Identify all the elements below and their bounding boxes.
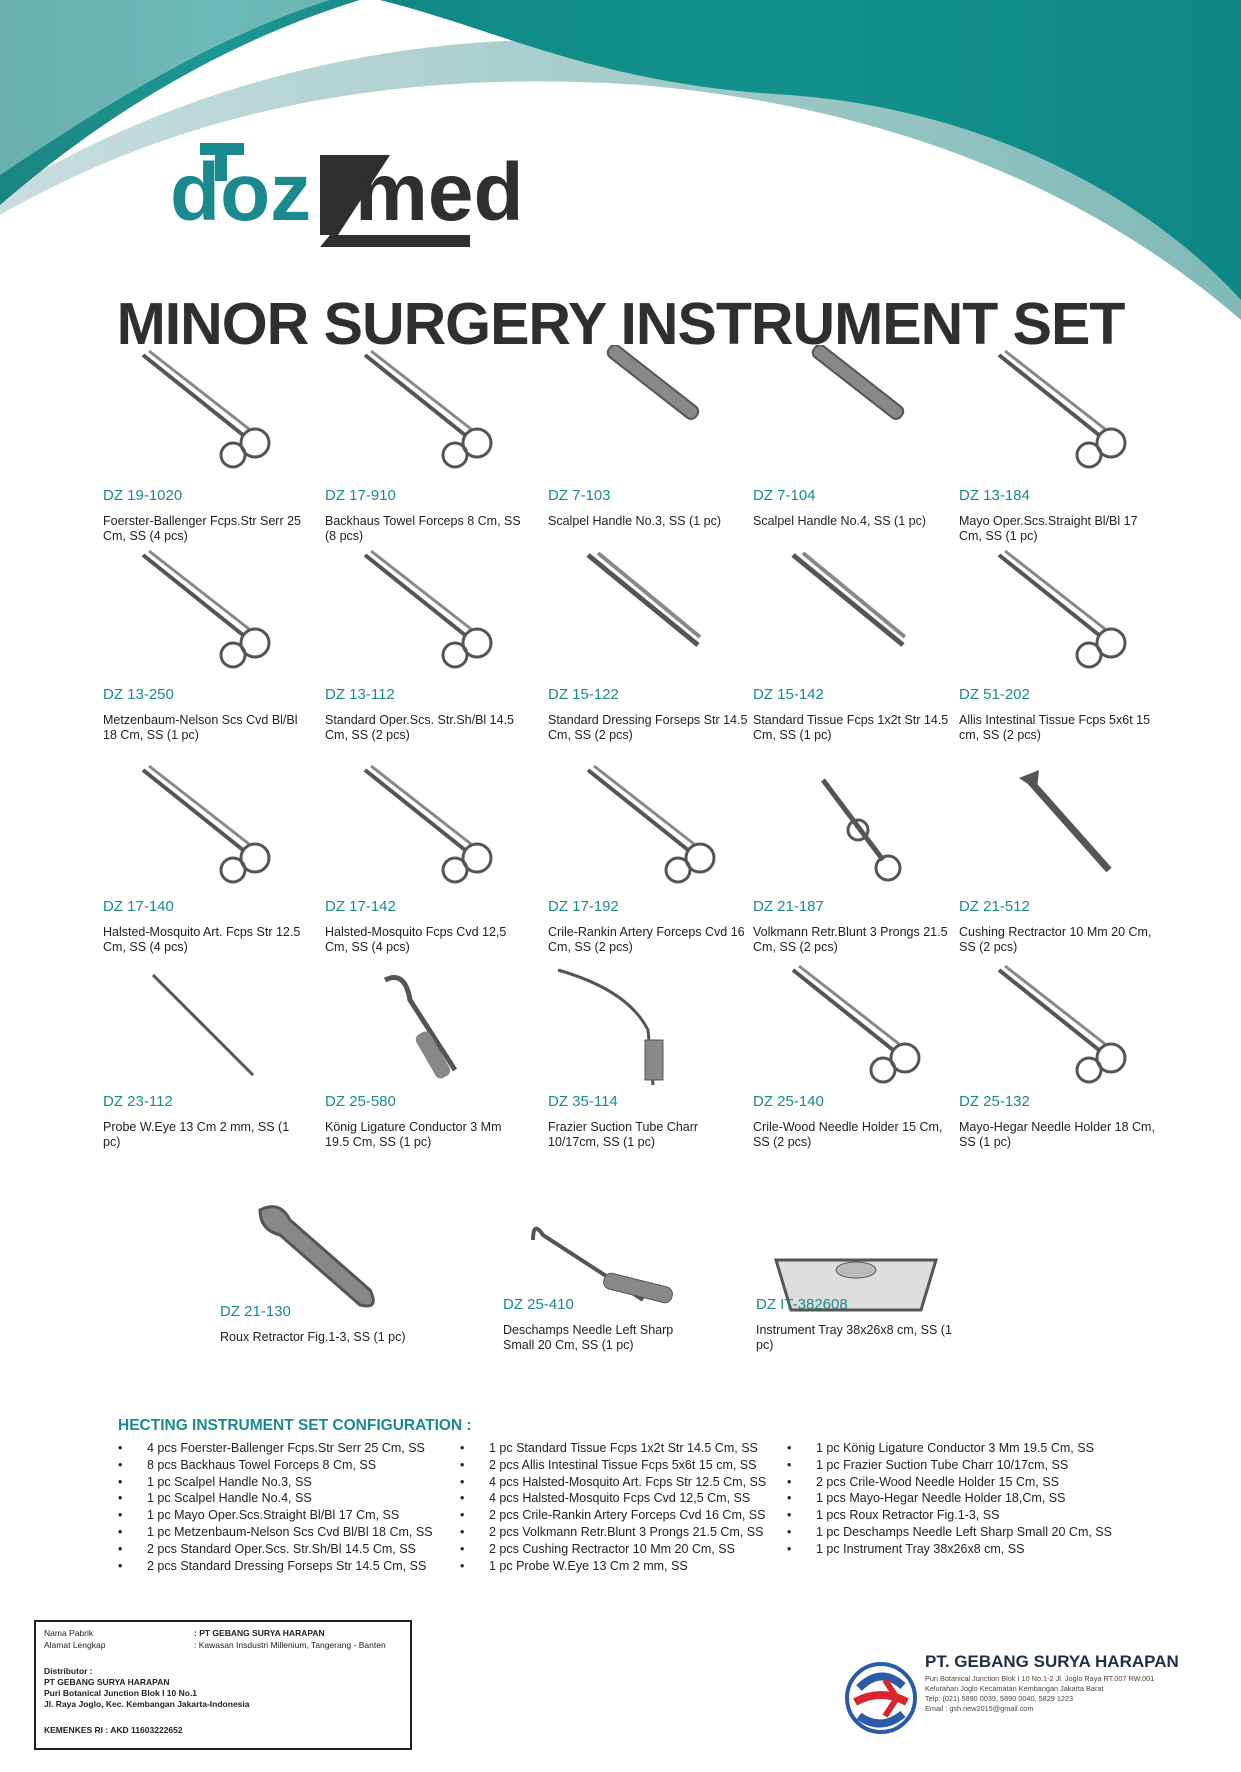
instrument-description: Volkmann Retr.Blunt 3 Prongs 21.5 Cm, SS (2 pcs) [753, 925, 948, 954]
towel-forceps-icon [325, 345, 525, 470]
scissors-icon [103, 545, 303, 670]
instrument-code: DZ 17-140 [103, 898, 174, 915]
svg-text:doz: doz [170, 147, 312, 238]
needle-holder-icon [753, 960, 953, 1085]
manufacturer-name-label: Nama Pabrik [44, 1628, 94, 1638]
instrument-code: DZ 21-512 [959, 898, 1030, 915]
instrument-code: DZ 23-112 [103, 1093, 173, 1110]
instrument-code: DZ 17-910 [325, 487, 396, 504]
instrument-code: DZ 21-187 [753, 898, 824, 915]
config-list-item: • 2 pcs Crile-Rankin Artery Forceps Cvd 16 Cm, SS [460, 1507, 766, 1524]
config-list-item: • 2 pcs Cushing Rectractor 10 Mm 20 Cm, SS [460, 1541, 766, 1558]
scissors-icon [959, 345, 1159, 470]
config-list-item: • 1 pc Scalpel Handle No.3, SS [118, 1474, 433, 1491]
instrument-description: Metzenbaum-Nelson Scs Cvd Bl/Bl 18 Cm, SS (1 pc) [103, 713, 298, 742]
config-list-item: • 1 pc König Ligature Conductor 3 Mm 19.5 Cm, SS [787, 1440, 1112, 1457]
instrument-description: Halsted-Mosquito Fcps Cvd 12,5 Cm, SS (4 pcs) [325, 925, 507, 954]
instrument-code: DZ 13-112 [325, 686, 395, 703]
config-list-item: • 4 pcs Foerster-Ballenger Fcps.Str Serr 25 Cm, SS [118, 1440, 433, 1457]
company-block [845, 1652, 1215, 1747]
dozmed-logo [170, 135, 560, 250]
company-email: Email : gsh.new2015@gmail.com [925, 1704, 1034, 1713]
config-title: HECTING INSTRUMENT SET CONFIGURATION : [118, 1417, 472, 1434]
config-list-col3 [787, 1440, 1112, 1558]
instrument-code: DZ 19-1020 [103, 487, 183, 504]
config-list-col2 [460, 1440, 766, 1574]
manufacturer-info-box [34, 1620, 412, 1750]
instrument-description: Roux Retractor Fig.1-3, SS (1 pc) [220, 1330, 406, 1344]
instrument-description: Backhaus Towel Forceps 8 Cm, SS (8 pcs) [325, 514, 521, 543]
company-name: PT. GEBANG SURYA HARAPAN [925, 1652, 1179, 1671]
distributor-address-2: Jl. Raya Joglo, Kec. Kembangan Jakarta-Indonesia [44, 1699, 250, 1709]
instrument-description: König Ligature Conductor 3 Mm 19.5 Cm, SS (1 pc) [325, 1120, 502, 1149]
retractor-icon [753, 760, 953, 885]
instrument-description: Allis Intestinal Tissue Fcps 5x6t 15 cm, SS (2 pcs) [959, 713, 1151, 742]
config-list-item: • 1 pc Standard Tissue Fcps 1x2t Str 14.5 Cm, SS [460, 1440, 766, 1457]
instrument-code: DZ 25-132 [959, 1093, 1030, 1110]
instrument-description: Halsted-Mosquito Art. Fcps Str 12.5 Cm, SS (4 pcs) [103, 925, 301, 954]
ligature-conductor-icon [325, 960, 525, 1085]
instrument-code: DZ IT-382608 [756, 1296, 848, 1313]
instrument-description: Frazier Suction Tube Charr 10/17cm, SS (1 pc) [548, 1120, 699, 1149]
config-list-item: • 1 pc Scalpel Handle No.4, SS [118, 1490, 433, 1507]
instrument-code: DZ 17-142 [325, 898, 396, 915]
instrument-description: Foerster-Ballenger Fcps.Str Serr 25 Cm, SS (4 pcs) [103, 514, 301, 543]
config-list-item: • 8 pcs Backhaus Towel Forceps 8 Cm, SS [118, 1457, 433, 1474]
instrument-code: DZ 13-184 [959, 487, 1030, 504]
manufacturer-address-value: : Kawasan Insdustri Millenium, Tangerang - Banten [194, 1640, 386, 1650]
config-list-item: • 1 pcs Mayo-Hegar Needle Holder 18,Cm, SS [787, 1490, 1112, 1507]
suction-tube-icon [548, 960, 748, 1085]
instrument-description: Mayo Oper.Scs.Straight Bl/Bl 17 Cm, SS (1 pc) [959, 514, 1138, 543]
instrument-code: DZ 15-122 [548, 686, 619, 703]
config-list-item: • 1 pc Frazier Suction Tube Charr 10/17cm, SS [787, 1457, 1112, 1474]
company-emblem-icon [845, 1658, 917, 1738]
config-list-item: • 2 pcs Crile-Wood Needle Holder 15 Cm, SS [787, 1474, 1112, 1491]
config-list-item: • 2 pcs Volkmann Retr.Blunt 3 Prongs 21.5 Cm, SS [460, 1524, 766, 1541]
company-address-2: Kelurahan Joglo Kecamatan Kembangan Jakarta Barat [925, 1684, 1104, 1693]
forceps-icon [103, 345, 303, 470]
scalpel-icon [753, 345, 953, 470]
instrument-tray-icon [756, 1210, 956, 1335]
config-list-item: • 2 pcs Standard Dressing Forseps Str 14.5 Cm, SS [118, 1558, 433, 1575]
instrument-description: Cushing Rectractor 10 Mm 20 Cm, SS (2 pcs) [959, 925, 1152, 954]
distributor-address-1: Puri Botanical Junction Blok I 10 No.1 [44, 1688, 198, 1698]
instrument-code: DZ 7-103 [548, 487, 611, 504]
instrument-description: Standard Dressing Forseps Str 14.5 Cm, SS (2 pcs) [548, 713, 748, 742]
instrument-code: DZ 21-130 [220, 1303, 291, 1320]
instrument-description: Standard Oper.Scs. Str.Sh/Bl 14.5 Cm, SS (2 pcs) [325, 713, 514, 742]
kemenkes-number: KEMENKES RI : AKD 11603222652 [44, 1725, 183, 1735]
config-list-item: • 1 pc Probe W.Eye 13 Cm 2 mm, SS [460, 1558, 766, 1575]
instrument-description: Scalpel Handle No.3, SS (1 pc) [548, 514, 722, 528]
cushing-retractor-icon [959, 760, 1159, 885]
hemostat-icon [325, 760, 525, 885]
config-list-item: • 2 pcs Allis Intestinal Tissue Fcps 5x6t 15 cm, SS [460, 1457, 766, 1474]
roux-retractor-icon [220, 1190, 420, 1315]
instrument-code: DZ 15-142 [753, 686, 824, 703]
dressing-forceps-icon [548, 545, 748, 670]
instrument-description: Crile-Wood Needle Holder 15 Cm, SS (2 pcs) [753, 1120, 943, 1149]
hemostat-icon [103, 760, 303, 885]
instrument-code: DZ 13-250 [103, 686, 174, 703]
instrument-description: Instrument Tray 38x26x8 cm, SS (1 pc) [756, 1323, 952, 1352]
svg-text:med: med [355, 147, 524, 238]
instrument-description: Mayo-Hegar Needle Holder 18 Cm, SS (1 pc) [959, 1120, 1155, 1149]
instrument-description: Probe W.Eye 13 Cm 2 mm, SS (1 pc) [103, 1120, 290, 1149]
distributor-label: Distributor : [44, 1666, 93, 1676]
distributor-name: PT GEBANG SURYA HARAPAN [44, 1677, 170, 1687]
tissue-forceps-icon [753, 545, 953, 670]
manufacturer-name-value: : PT GEBANG SURYA HARAPAN [194, 1628, 325, 1638]
instrument-code: DZ 7-104 [753, 487, 816, 504]
scissors-icon [325, 545, 525, 670]
instrument-description: Deschamps Needle Left Sharp Small 20 Cm, SS (1 pc) [503, 1323, 674, 1352]
config-list-item: • 4 pcs Halsted-Mosquito Fcps Cvd 12,5 Cm, SS [460, 1490, 766, 1507]
instrument-code: DZ 25-410 [503, 1296, 574, 1313]
instrument-code: DZ 17-192 [548, 898, 619, 915]
manufacturer-address-label: Alamat Lengkap [44, 1640, 106, 1650]
config-list-col1 [118, 1440, 433, 1574]
instrument-code: DZ 25-140 [753, 1093, 824, 1110]
company-address-1: Puri Botanical Junction Blok I 10 No.1-2 Jl. Joglo Raya RT.007 RW.001 [925, 1674, 1155, 1683]
config-list-item: • 1 pc Instrument Tray 38x26x8 cm, SS [787, 1541, 1112, 1558]
config-list-item: • 1 pc Deschamps Needle Left Sharp Small 20 Cm, SS [787, 1524, 1112, 1541]
probe-icon [103, 960, 303, 1085]
config-list-item: • 1 pcs Roux Retractor Fig.1-3, SS [787, 1507, 1112, 1524]
allis-forceps-icon [959, 545, 1159, 670]
company-phone: Telp: (021) 5890 0039, 5890 0040, 5829 1223 [925, 1694, 1074, 1703]
page-title: MINOR SURGERY INSTRUMENT SET [116, 291, 1125, 357]
config-list-item: • 4 pcs Halsted-Mosquito Art. Fcps Str 12.5 Cm, SS [460, 1474, 766, 1491]
deschamps-needle-icon [503, 1210, 703, 1335]
instrument-description: Crile-Rankin Artery Forceps Cvd 16 Cm, SS (2 pcs) [548, 925, 745, 954]
config-list-item: • 1 pc Mayo Oper.Scs.Straight Bl/Bl 17 Cm, SS [118, 1507, 433, 1524]
instrument-description: Standard Tissue Fcps 1x2t Str 14.5 Cm, SS (1 pc) [753, 713, 949, 742]
artery-forceps-icon [548, 760, 748, 885]
scalpel-handle-icon [548, 345, 748, 470]
config-list-item: • 1 pc Metzenbaum-Nelson Scs Cvd Bl/Bl 18 Cm, SS [118, 1524, 433, 1541]
instrument-code: DZ 25-580 [325, 1093, 396, 1110]
instrument-code: DZ 35-114 [548, 1093, 618, 1110]
needle-holder-icon [959, 960, 1159, 1085]
config-list-item: • 2 pcs Standard Oper.Scs. Str.Sh/Bl 14.5 Cm, SS [118, 1541, 433, 1558]
instrument-code: DZ 51-202 [959, 686, 1030, 703]
instrument-description: Scalpel Handle No.4, SS (1 pc) [753, 514, 927, 528]
